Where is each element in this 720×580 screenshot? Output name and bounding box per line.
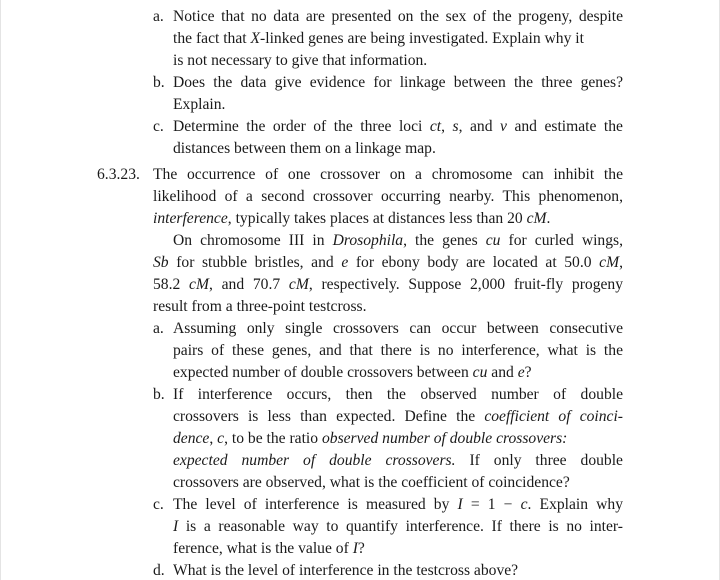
intro-line-2: likelihood of a second crossover occurring nearby. This phenomenon, (153, 188, 623, 205)
paragraph2-line-4: result from a three-point testcross. (153, 298, 367, 315)
prev-part-a-line-3: is not necessary to give that information. (173, 52, 428, 69)
prev-part-a-label: a. (153, 8, 164, 25)
part-d-line-1: What is the level of interference in the testcross above? (173, 562, 519, 579)
prev-part-b-line-2: Explain. (173, 96, 226, 113)
part-b-line-1: If interference occurs, then the observed number of double (173, 386, 623, 403)
prev-part-a-line-2: the fact that X-linked genes are being investigated. Explain why it (173, 30, 584, 47)
part-c-line-1: The level of interference is measured by I = 1 − c. Explain why (173, 496, 624, 513)
prev-part-c-line-1: Determine the order of the three loci ct, s, and v and estimate the (173, 118, 623, 135)
part-c-line-2: I is a reasonable way to quantify interference. If there is no inter- (173, 518, 623, 535)
part-a-line-3: expected number of double crossovers between cu and e? (173, 364, 532, 381)
prev-part-b-label: b. (153, 74, 165, 91)
part-b-line-3: dence, c, to be the ratio observed number of double crossovers: (173, 430, 568, 447)
prev-part-c-line-2: distances between them on a linkage map. (173, 140, 436, 157)
problem-number: 6.3.23. (97, 166, 140, 183)
part-b-line-2: crossovers is less than expected. Define the coefficient of coinci- (173, 408, 623, 425)
intro-line-3: interference, typically takes places at distances less than 20 cM. (153, 210, 551, 227)
part-a-line-1: Assuming only single crossovers can occur between consecutive (173, 320, 623, 337)
paragraph2-line-3: 58.2 cM, and 70.7 cM, respectively. Suppose 2,000 fruit-fly progeny (153, 276, 624, 293)
part-d-label: d. (153, 562, 165, 579)
part-c-label: c. (153, 496, 164, 513)
part-b-label: b. (153, 386, 165, 403)
prev-part-c-label: c. (153, 118, 164, 135)
paragraph2-line-1: On chromosome III in Drosophila, the genes cu for curled wings, (173, 232, 623, 249)
part-c-line-3: ference, what is the value of I? (173, 540, 365, 557)
part-b-line-4: expected number of double crossovers. If only three double (173, 452, 623, 469)
intro-line-1: The occurrence of one crossover on a chromosome can inhibit the (153, 166, 623, 183)
part-a-label: a. (153, 320, 164, 337)
paragraph2-line-2: Sb for stubble bristles, and e for ebony body are located at 50.0 cM, (153, 254, 623, 271)
prev-part-b-line-1: Does the data give evidence for linkage between the three genes? (173, 74, 623, 91)
part-b-line-5: crossovers are observed, what is the coefficient of coincidence? (173, 474, 570, 491)
prev-part-a-line-1: Notice that no data are presented on the sex of the progeny, despite (173, 8, 623, 25)
part-a-line-2: pairs of these genes, and that there is no interference, what is the (173, 342, 623, 359)
